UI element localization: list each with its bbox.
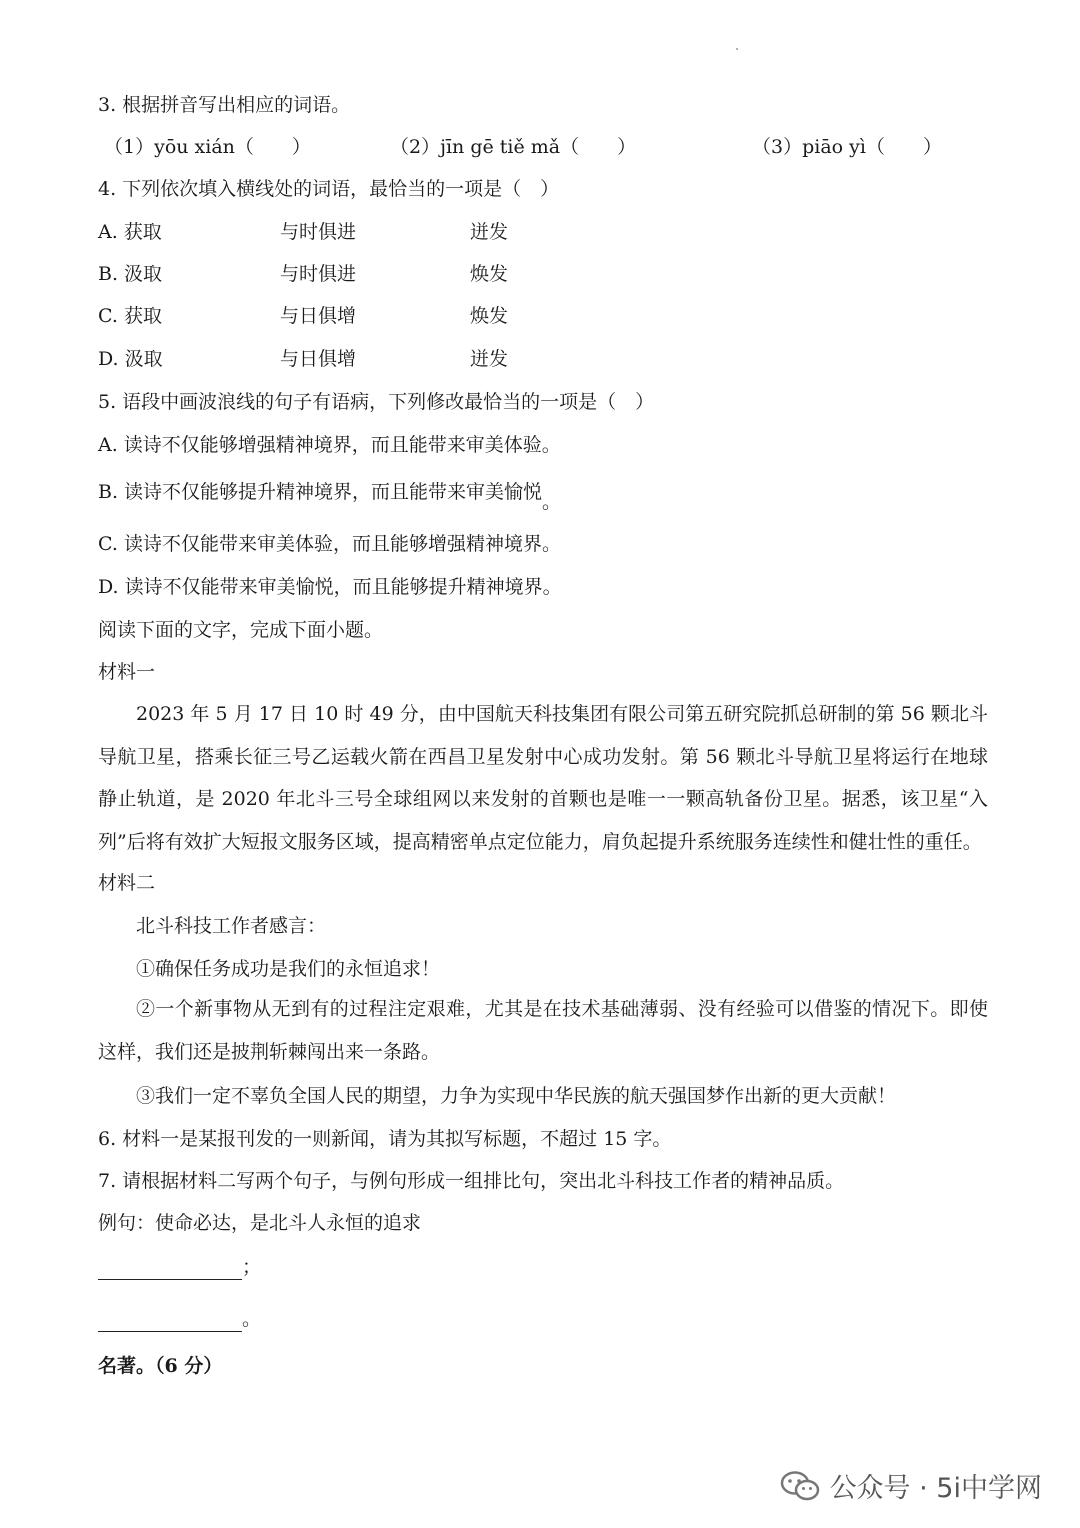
q4-option-c-word3: 焕发 bbox=[470, 305, 509, 327]
q5-stem: 5. 语段中画波浪线的句子有语病，下列修改最恰当的一项是（ ） bbox=[98, 391, 655, 413]
wechat-icon bbox=[780, 1470, 820, 1502]
answer-blank-2 bbox=[98, 1306, 261, 1332]
q3-stem: 3. 根据拼音写出相应的词语。 bbox=[98, 94, 351, 116]
answer-blank-2-end: 。 bbox=[242, 1308, 262, 1330]
q4-option-a-word3: 迸发 bbox=[470, 221, 509, 243]
q5-option-d: D. 读诗不仅能带来审美愉悦，而且能够提升精神境界。 bbox=[98, 576, 562, 598]
reading-intro: 阅读下面的文字，完成下面小题。 bbox=[98, 619, 384, 641]
q4-option-d-word2: 与日俱增 bbox=[280, 348, 357, 370]
material-1-title: 材料一 bbox=[98, 661, 156, 683]
section-heading: 名著。（6 分） bbox=[98, 1355, 223, 1377]
material-2-title: 材料二 bbox=[98, 872, 156, 894]
q3-item-2: （2）jīn gē tiě mǎ（ ） bbox=[390, 136, 637, 158]
q4-option-b: B. 汲取 bbox=[98, 263, 163, 285]
q4-stem: 4. 下列依次填入横线处的词语，最恰当的一项是（ ） bbox=[98, 178, 560, 200]
q5-option-c: C. 读诗不仅能带来审美体验，而且能够增强精神境界。 bbox=[98, 533, 561, 555]
speck bbox=[736, 48, 738, 50]
q4-option-b-word3: 焕发 bbox=[470, 263, 509, 285]
material-2-quote-1: ①确保任务成功是我们的永恒追求！ bbox=[136, 958, 441, 980]
watermark-text: 公众号 · 5i中学网 bbox=[829, 1473, 1042, 1504]
q4-option-c-word2: 与日俱增 bbox=[280, 305, 357, 327]
q4-option-a: A. 获取 bbox=[98, 221, 162, 243]
q4-option-d-word3: 迸发 bbox=[470, 348, 509, 370]
material-2-lead: 北斗科技工作者感言： bbox=[136, 915, 327, 937]
q4-option-b-word2: 与时俱进 bbox=[280, 263, 357, 285]
material-2-quote-3: ③我们一定不辜负全国人民的期望，力争为实现中华民族的航天强国梦作出新的更大贡献！ bbox=[136, 1085, 897, 1107]
material-1-text: 2023 年 5 月 17 日 10 时 49 分，由中国航天科技集团有限公司第五研究院抓总研制的第 56 颗北斗导航卫星，搭乘长征三号乙运载火箭在西昌卫星发射中心成功发射。第 56 颗北斗导航卫星将运行在地球静止轨道，是 2020 年北斗三号全球组网以来发射的首颗也是唯一一颗高轨备份卫星。据悉，该卫星“入列”后将有效扩大短报文服务区域，提高精密单点定位能力，肩负起提升系统服务连续性和健壮性的重任。 bbox=[98, 703, 988, 853]
answer-rule-2 bbox=[98, 1313, 242, 1332]
q4-option-d: D. 汲取 bbox=[98, 348, 163, 370]
q5-option-b-period: 。 bbox=[542, 491, 562, 513]
answer-blank-1 bbox=[98, 1254, 261, 1280]
answer-blank-1-end: ； bbox=[242, 1256, 262, 1278]
answer-rule-1 bbox=[98, 1261, 242, 1280]
q7-stem: 7. 请根据材料二写两个句子，与例句形成一组排比句，突出北斗科技工作者的精神品质。 bbox=[98, 1170, 845, 1192]
q5-option-b-text: B. 读诗不仅能够提升精神境界，而且能带来审美愉悦 bbox=[98, 481, 543, 503]
q6-stem: 6. 材料一是某报刊发的一则新闻，请为其拟写标题，不超过 15 字。 bbox=[98, 1128, 672, 1150]
q4-option-a-word2: 与时俱进 bbox=[280, 221, 357, 243]
q7-example: 例句：使命必达，是北斗人永恒的追求 bbox=[98, 1212, 422, 1234]
q3-item-1: （1）yōu xián（ ） bbox=[104, 136, 311, 158]
material-2-quote-2: ②一个新事物从无到有的过程注定艰难，尤其是在技术基础薄弱、没有经验可以借鉴的情况下。即使这样，我们还是披荆斩棘闯出来一条路。 bbox=[98, 998, 988, 1063]
q3-item-3: （3）piāo yì（ ） bbox=[752, 136, 942, 158]
q4-option-c: C. 获取 bbox=[98, 305, 162, 327]
q5-option-b bbox=[98, 479, 562, 513]
watermark bbox=[780, 1466, 1042, 1505]
q5-option-a: A. 读诗不仅能够增强精神境界，而且能带来审美体验。 bbox=[98, 434, 561, 456]
